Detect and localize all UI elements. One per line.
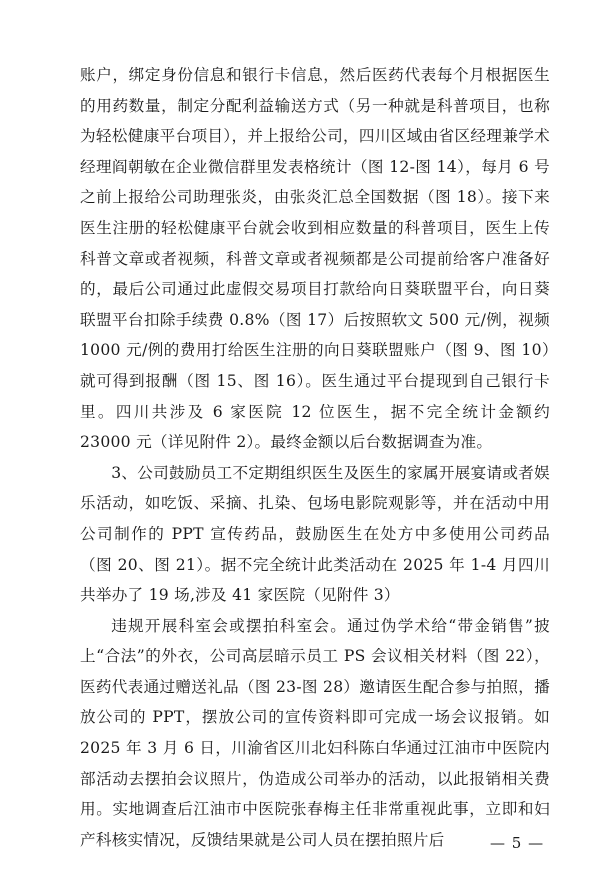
paragraph-continuation: 账户，绑定身份信息和银行卡信息，然后医药代表每个月根据医生的用药数量，制定分配利益输送方式（另一种就是科普项目，也称为轻松健康平台项目），并上报给公司，四川区域由省区经理兼学术经理阎朝敏在企业微信群里发表格统计（图 12-图 14），每月 6 号之前上报给公司助理张炎，由张炎汇总全国数据（图 18）。接下来医生注册的轻松健康平台就会收到相应数量的科普项目，医生上传科普文章或者视频，科普文章或者视频都是公司提前给客户准备好的，最后公司通过此虚假交易项目打款给向日葵联盟平台，向日葵联盟平台扣除手续费 0.8%（图 17）后按照软文 500 元/例，视频 1000 元/例的费用打给医生注册的向日葵联盟账户（图 9、图 10）就可得到报酬（图 15、图 16）。医生通过平台提现到自己银行卡里。四川共涉及 6 家医院 12 位医生，据不完全统计金额约 23000 元（详见附件 2）。最终金额以后台数据调查为准。 bbox=[80, 66, 550, 452]
page-number: — 5 — bbox=[490, 834, 545, 852]
paragraph-meeting-violations: 违规开展科室会或摆拍科室会。通过伪学术给“带金销售”披上“合法”的外衣，公司高层暗示员工 PS 会议相关材料（图 22），医药代表通过赠送礼品（图 23-图 28）邀请医生配合参与拍照，播放公司的 PPT，摆放公司的宣传资料即可完成一场会议报销。如 2025 年 3 月 6 日，川渝省区川北妇科陈白华通过江油市中医院内部活动去摆拍会议照片，伪造成公司举办的活动，以此报销相关费用。实地调查后江油市中医院张春梅主任非常重视此事，立即和妇产科核实情况，反馈结果就是公司人员在摆拍照片后 bbox=[80, 616, 550, 849]
document-body bbox=[80, 60, 550, 855]
paragraph-item-3: 3、公司鼓励员工不定期组织医生及医生的家属开展宴请或者娱乐活动，如吃饭、采摘、扎染、包场电影院观影等，并在活动中用公司制作的 PPT 宣传药品，鼓励医生在处方中多使用公司药品（图 20、图 21）。据不完全统计此类活动在 2025 年 1-4 月四川共举办了 19 场,涉及 41 家医院（见附件 3） bbox=[80, 463, 550, 605]
